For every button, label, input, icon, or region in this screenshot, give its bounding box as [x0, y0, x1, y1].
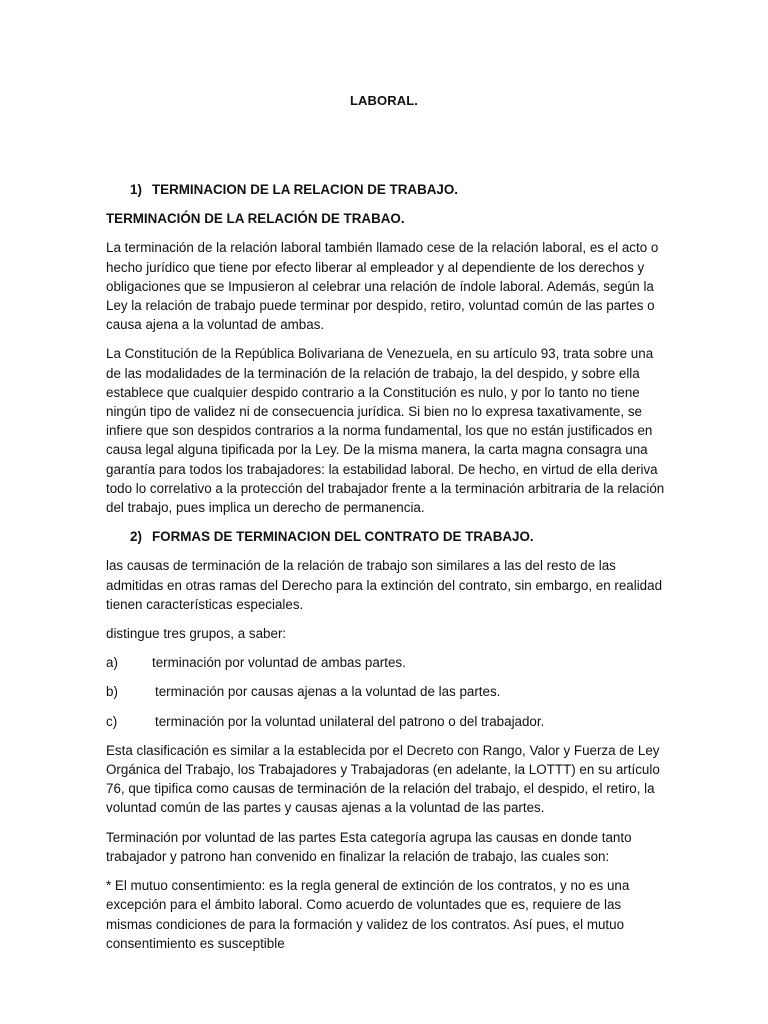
section-heading-text: TERMINACION DE LA RELACION DE TRABAJO. — [152, 182, 459, 197]
list-marker: b) — [106, 684, 118, 700]
document-title: LABORAL. — [350, 93, 418, 108]
section-heading-1 — [106, 180, 666, 199]
paragraph: La Constitución de la República Bolivariana de Venezuela, en su artículo 93, trata sobre una de las modalidades de la terminación de la relación de trabajo, la del despido, y sobre ella establece que cualquier despido contrario a la Constitución es nulo, y por lo tanto no tiene ningún tipo de validez ni de consecuencia jurídica. Si bien no lo expresa taxativamente, se infiere que son despidos contrarios a la norma fundamental, los que no están justificados en causa legal alguna tipificada por la Ley. De la misma manera, la carta magna consagra una garantía para todos los trabajadores: la estabilidad laboral. De hecho, en virtud de ella deriva todo lo correlativo a la protección del trabajador frente a la terminación arbitraria de la relación del trabajo, pues implica un derecho de permanencia. — [106, 346, 665, 516]
list-item-text: terminación por causas ajenas a la voluntad de las partes. — [155, 684, 501, 700]
paragraph: La terminación de la relación laboral también llamado cese de la relación laboral, es el acto o hecho jurídico que tiene por efecto liberar al empleador y al dependiente de los derechos y obligaciones que se Impusieron al celebrar una relación de índole laboral. Además, según la Ley la relación de trabajo puede terminar por despido, retiro, voluntad común de las partes o causa ajena a la voluntad de ambas. — [106, 240, 659, 333]
list-item — [106, 682, 666, 701]
paragraph: distingue tres grupos, a saber: — [106, 626, 287, 642]
list-marker: c) — [106, 713, 118, 729]
list-item — [106, 653, 666, 672]
subheading: TERMINACIÓN DE LA RELACIÓN DE TRABAO. — [106, 211, 405, 227]
section-heading-2 — [106, 527, 666, 546]
paragraph: las causas de terminación de la relación de trabajo son similares a las del resto de las admitidas en otras ramas del Derecho para la extinción del contrato, sin embargo, en realidad tienen características especiales. — [106, 558, 663, 612]
list-marker: a) — [106, 655, 118, 671]
paragraph: Esta clasificación es similar a la establecida por el Decreto con Rango, Valor y Fuerza de Ley Orgánica del Trabajo, los Trabajadores y Trabajadoras (en adelante, la LOTTT) en su artículo 76, que tipifica como causas de terminación de la relación del trabajo, el despido, el retiro, la voluntad común de las partes y causas ajenas a la voluntad de las partes. — [106, 742, 660, 816]
section-number: 1) — [130, 182, 142, 197]
document-body — [106, 180, 666, 963]
list-item — [106, 712, 666, 731]
list-item-text: terminación por la voluntad unilateral del patrono o del trabajador. — [155, 713, 545, 729]
paragraph: Terminación por voluntad de las partes Esta categoría agrupa las causas en donde tanto trabajador y patrono han convenido en finalizar la relación de trabajo, las cuales son: — [106, 829, 632, 864]
paragraph: * El mutuo consentimiento: es la regla general de extinción de los contratos, y no es una excepción para el ámbito laboral. Como acuerdo de voluntades que es, requiere de las mismas condiciones de para la formación y validez de los contratos. Así pues, el mutuo consentimiento es susceptible — [106, 878, 630, 951]
list-item-text: terminación por voluntad de ambas partes. — [152, 655, 406, 671]
section-number: 2) — [130, 529, 142, 545]
section-heading-text: FORMAS DE TERMINACION DEL CONTRATO DE TRABAJO. — [152, 529, 534, 545]
